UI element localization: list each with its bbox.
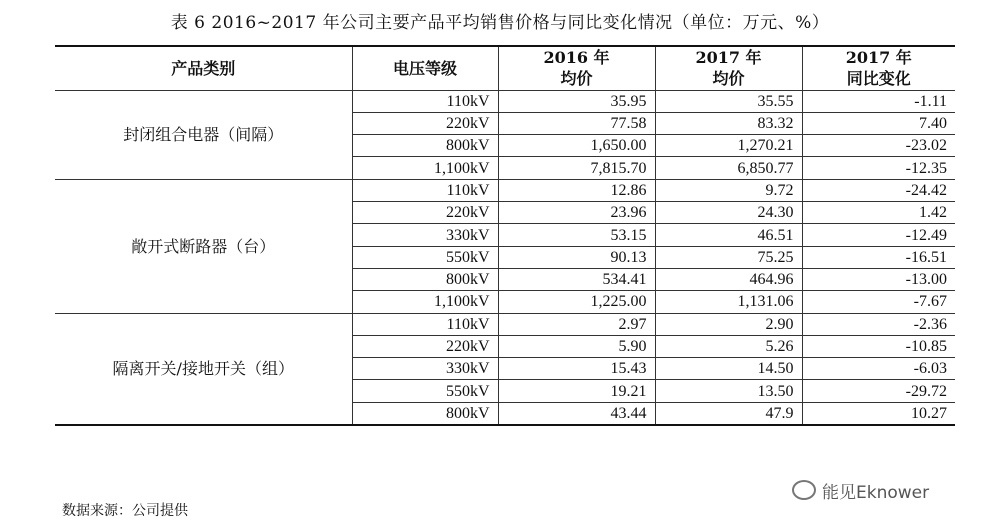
change-cell: -16.51 xyxy=(802,246,955,268)
price-2016-cell: 35.95 xyxy=(498,90,655,112)
category-cell: 隔离开关/接地开关（组） xyxy=(55,313,352,425)
price-2016-cell: 77.58 xyxy=(498,112,655,134)
change-cell: -6.03 xyxy=(802,358,955,380)
table-row xyxy=(55,90,955,112)
price-2016-cell: 534.41 xyxy=(498,268,655,290)
header-2017-avg: 均价 xyxy=(655,68,802,90)
price-2017-cell: 464.96 xyxy=(655,268,802,290)
price-table xyxy=(55,45,955,426)
price-2017-cell: 6,850.77 xyxy=(655,157,802,179)
price-2017-cell: 13.50 xyxy=(655,380,802,402)
table-title: 表 6 2016~2017 年公司主要产品平均销售价格与同比变化情况（单位：万元、%） xyxy=(170,13,830,33)
header-category: 产品类别 xyxy=(55,46,352,90)
price-2016-cell: 5.90 xyxy=(498,335,655,357)
price-2016-cell: 43.44 xyxy=(498,402,655,425)
price-2017-cell: 2.90 xyxy=(655,313,802,335)
price-2017-cell: 35.55 xyxy=(655,90,802,112)
voltage-cell: 220kV xyxy=(352,112,498,134)
price-2016-cell: 15.43 xyxy=(498,358,655,380)
price-2017-cell: 47.9 xyxy=(655,402,802,425)
header-2016-avg: 均价 xyxy=(498,68,655,90)
category-cell: 敞开式断路器（台） xyxy=(55,179,352,313)
voltage-cell: 110kV xyxy=(352,313,498,335)
change-cell: -10.85 xyxy=(802,335,955,357)
voltage-cell: 110kV xyxy=(352,90,498,112)
header-2016-year: 2016 年 xyxy=(498,46,655,68)
price-2016-cell: 12.86 xyxy=(498,179,655,201)
price-2017-cell: 5.26 xyxy=(655,335,802,357)
header-change-year: 2017 年 xyxy=(845,48,912,68)
price-2016-cell: 23.96 xyxy=(498,202,655,224)
change-cell: -13.00 xyxy=(802,268,955,290)
change-cell: 10.27 xyxy=(911,404,947,422)
watermark xyxy=(792,478,929,503)
price-2016-cell: 53.15 xyxy=(498,224,655,246)
table-body xyxy=(55,90,955,425)
table-row xyxy=(55,313,955,335)
change-cell: 7.40 xyxy=(802,112,955,134)
change-cell: -24.42 xyxy=(802,179,955,201)
price-2017-cell: 83.32 xyxy=(655,112,802,134)
price-2016-cell: 2.97 xyxy=(498,313,655,335)
header-2017-year: 2017 年 xyxy=(655,46,802,68)
voltage-cell: 330kV xyxy=(352,224,498,246)
price-2017-cell: 24.30 xyxy=(655,202,802,224)
price-2017-cell: 9.72 xyxy=(655,179,802,201)
change-cell: -12.35 xyxy=(802,157,955,179)
price-2017-cell: 14.50 xyxy=(655,358,802,380)
voltage-cell: 220kV xyxy=(352,335,498,357)
change-cell: -12.49 xyxy=(802,224,955,246)
change-cell: 1.42 xyxy=(802,202,955,224)
voltage-cell: 220kV xyxy=(352,202,498,224)
header-voltage: 电压等级 xyxy=(352,46,498,90)
price-2016-cell: 19.21 xyxy=(498,380,655,402)
voltage-cell: 110kV xyxy=(352,179,498,201)
price-2017-cell: 1,270.21 xyxy=(655,135,802,157)
table-row xyxy=(55,179,955,201)
change-cell: -23.02 xyxy=(802,135,955,157)
voltage-cell: 550kV xyxy=(352,246,498,268)
price-2016-cell: 7,815.70 xyxy=(498,157,655,179)
voltage-cell: 1,100kV xyxy=(352,157,498,179)
price-2017-cell: 1,131.06 xyxy=(655,291,802,313)
voltage-cell: 550kV xyxy=(352,380,498,402)
data-source-note: 数据来源：公司提供 xyxy=(62,503,188,519)
watermark-text: 能见Eknower xyxy=(822,483,930,503)
wechat-icon xyxy=(792,480,816,500)
voltage-cell: 800kV xyxy=(352,135,498,157)
price-2016-cell: 90.13 xyxy=(498,246,655,268)
voltage-cell: 800kV xyxy=(352,402,498,425)
price-2016-cell: 1,225.00 xyxy=(498,291,655,313)
change-cell: -29.72 xyxy=(802,380,955,402)
voltage-cell: 1,100kV xyxy=(352,291,498,313)
change-cell: -7.67 xyxy=(802,291,955,313)
price-2017-cell: 46.51 xyxy=(655,224,802,246)
change-cell: -2.36 xyxy=(802,313,955,335)
change-cell: -1.11 xyxy=(802,90,955,112)
voltage-cell: 800kV xyxy=(352,268,498,290)
header-change-label: 同比变化 xyxy=(802,68,955,90)
price-2017-cell: 75.25 xyxy=(655,246,802,268)
category-cell: 封闭组合电器（间隔） xyxy=(55,90,352,179)
price-2016-cell: 1,650.00 xyxy=(498,135,655,157)
voltage-cell: 330kV xyxy=(352,358,498,380)
